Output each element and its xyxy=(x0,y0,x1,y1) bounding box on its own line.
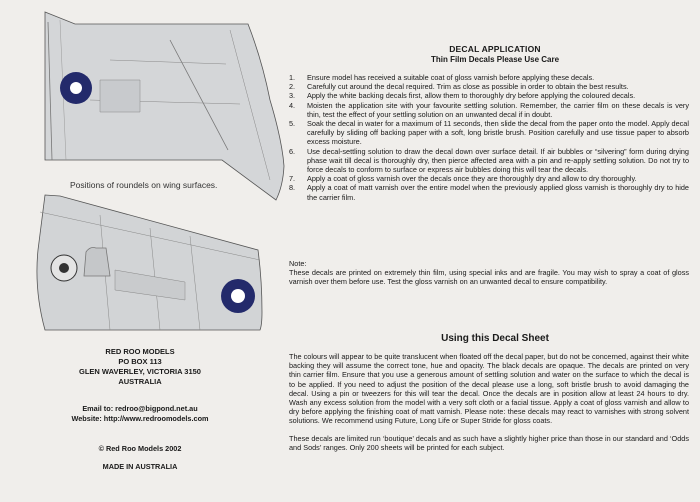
step-number: 1. xyxy=(289,73,296,82)
note-section xyxy=(289,259,689,287)
wheel-hub xyxy=(59,263,69,273)
step-number: 8. xyxy=(289,183,296,193)
company-address xyxy=(20,347,260,387)
step-1 xyxy=(289,73,689,82)
company-po-box: PO BOX 113 xyxy=(118,357,162,366)
diagram-caption: Positions of roundels on wing surfaces. xyxy=(70,180,218,190)
company-name: RED ROO MODELS xyxy=(105,347,175,356)
wing-diagram xyxy=(0,0,300,340)
usage-title: Using this Decal Sheet xyxy=(441,333,549,344)
step-text: Moisten the application site with your favourite settling solution. Remember, the carrier film on these decals is very thin, test the effect of your settling solution on an unwanted decal if in doubt. xyxy=(307,100,689,119)
step-number: 4. xyxy=(289,100,296,110)
step-6 xyxy=(289,147,689,175)
note-text: These decals are printed on extremely thin film, using special inks and are fragile. You may wish to spray a coat of gloss varnish over them before use. Test the gloss varnish on an unwanted decal to ensure compatibility. xyxy=(289,268,689,287)
copyright: © Red Roo Models 2002 xyxy=(98,444,182,453)
usage-body xyxy=(289,352,689,460)
step-text: Ensure model has received a suitable coat of gloss varnish before applying these decals. xyxy=(307,73,595,82)
company-contact xyxy=(20,404,260,424)
usage-paragraph-1: The colours will appear to be quite translucent when floated off the decal paper, but do not be concerned, against their white backing they will assume the correct tone, hue and opacity. The black decals are opaque. The decals are printed on very thin carrier film. Ensure that you use a generous amount of settling solution and water on the surface to which the decal is to be applied. If you need to adjust the position of the decal please use a long, soft bristle brush to avoid damaging the decal. Using a pin or tweezers for this will tear the decal. Once the decals are in position allow at least 24 hours to dry. Wash any excess solution from the model with a very soft cloth or a facial tissue. Apply a coat of gloss varnish and allow to dry before applying the finishing coat of matt varnish. Please note: these decals may react to varnishes with strong solvent solutions. We recommend using Future, Long Life or Super Stride for gloss coats. xyxy=(289,352,689,426)
made-in: MADE IN AUSTRALIA xyxy=(102,462,178,471)
instructions-header xyxy=(300,44,690,64)
step-text: Carefully cut around the decal required. Trim as close as possible in order to obtain the best results. xyxy=(307,82,629,92)
step-text: Apply the white backing decals first, allow them to thoroughly dry before applying the coloured decals. xyxy=(307,91,636,101)
upper-wing-outline xyxy=(45,12,284,200)
company-email[interactable]: Email to: redroo@bigpond.net.au xyxy=(82,404,198,413)
steps-list xyxy=(289,73,689,202)
note-label: Note: xyxy=(289,259,307,268)
lower-roundel-center xyxy=(231,289,245,303)
page-subtitle: Thin Film Decals Please Use Care xyxy=(430,55,560,64)
step-7 xyxy=(289,174,689,183)
step-8 xyxy=(289,183,689,201)
step-2 xyxy=(289,82,689,91)
step-5 xyxy=(289,119,689,147)
company-city: GLEN WAVERLEY, VICTORIA 3150 xyxy=(79,367,201,376)
step-text: Soak the decal in water for a maximum of 11 seconds, then slide the decal from the paper onto the model. Apply decal carefully by sliding off backing paper with a soft, long bristle brush. Position carefully and use tissue paper to absorb excess moisture. xyxy=(307,119,689,147)
step-number: 6. xyxy=(289,146,296,156)
page-title: DECAL APPLICATION xyxy=(449,44,541,54)
step-text: Apply a coat of gloss varnish over the decals once they are thoroughly dry and allow to dry thoroughly. xyxy=(307,174,637,184)
step-number: 7. xyxy=(289,174,296,184)
step-number: 3. xyxy=(289,91,296,101)
company-website[interactable]: Website: http://www.redroomodels.com xyxy=(71,414,209,423)
step-text: Use decal-settling solution to draw the decal down over surface detail. If air bubbles or “silvering” form during drying phase wait till decal is thoroughly dry, then pierce affected area with a pin and re-apply settling solution. Do not try to force decals to conform to surface or express air bubbles doing this will tear the decals. xyxy=(307,146,689,175)
step-text: Apply a coat of matt varnish over the entire model when the previously applied gloss varnish is thoroughly dry to hide the carrier film. xyxy=(307,183,689,202)
company-country: AUSTRALIA xyxy=(118,377,162,386)
step-4 xyxy=(289,101,689,119)
step-3 xyxy=(289,91,689,100)
upper-roundel-center xyxy=(70,82,82,94)
step-number: 2. xyxy=(289,82,296,92)
usage-paragraph-2: These decals are limited run ‘boutique’ decals and as such have a slightly higher price than those in our standard and ‘Odds and Sods’ ranges. Only 200 sheets will be printed for each subject. xyxy=(289,433,689,452)
step-number: 5. xyxy=(289,119,296,129)
